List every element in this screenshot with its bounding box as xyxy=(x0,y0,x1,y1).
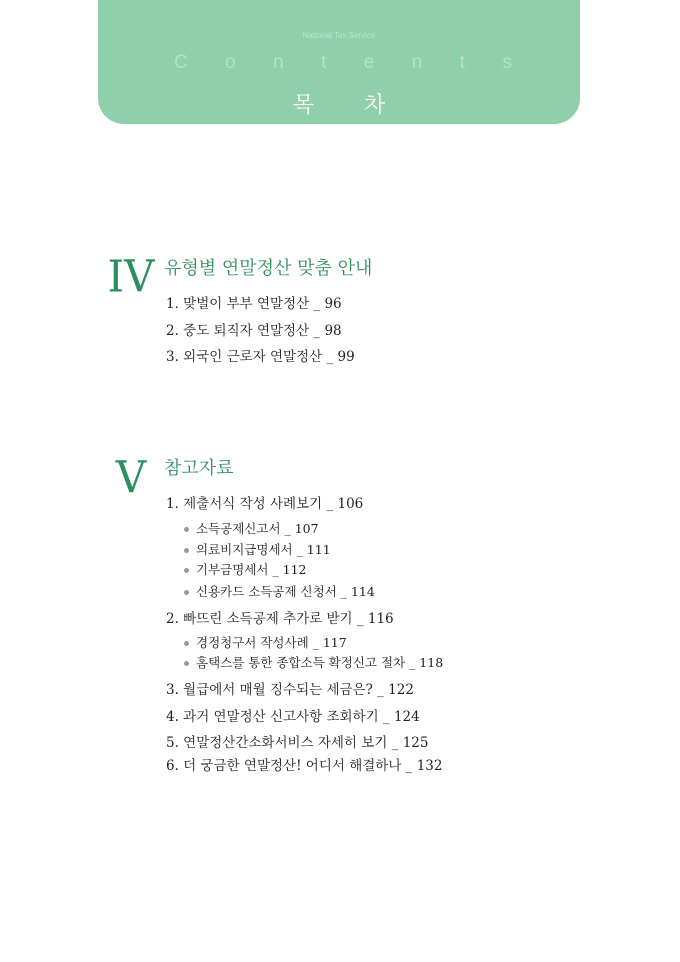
page-title xyxy=(98,88,580,119)
section-v xyxy=(102,451,522,784)
section-numeral: IV xyxy=(107,250,155,303)
toc-subitem[interactable] xyxy=(184,560,307,578)
toc-subitem-label: 경정청구서 작성사례 _ 117 xyxy=(196,635,347,650)
section-title: 참고자료 xyxy=(164,458,234,479)
contents-letter: o xyxy=(225,52,236,73)
toc-item[interactable]: 2. 중도 퇴직자 연말정산 _ 98 xyxy=(166,323,342,339)
bullet-icon xyxy=(184,590,189,595)
toc-subitem-label: 기부금명세서 _ 112 xyxy=(196,562,307,577)
contents-letter: n xyxy=(411,52,423,73)
section-title: 유형별 연말정산 맞춤 안내 xyxy=(164,258,373,279)
toc-subitem[interactable] xyxy=(184,519,319,537)
section-numeral: V xyxy=(115,451,147,504)
toc-subitem[interactable] xyxy=(184,540,331,558)
contents-letter: s xyxy=(502,52,512,73)
toc-item[interactable]: 3. 월급에서 매월 징수되는 세금은? _ 122 xyxy=(166,682,414,698)
toc-item[interactable]: 5. 연말정산간소화서비스 자세히 보기 _ 125 xyxy=(166,735,429,751)
toc-subitem-label: 소득공제신고서 _ 107 xyxy=(196,521,319,536)
bullet-icon xyxy=(184,527,189,532)
contents-letter: t xyxy=(459,52,466,73)
section-iv xyxy=(102,250,522,374)
toc-item[interactable]: 3. 외국인 근로자 연말정산 _ 99 xyxy=(166,349,355,365)
toc-subitem[interactable] xyxy=(184,633,347,651)
org-name: National Tax Service xyxy=(302,31,376,40)
bullet-icon xyxy=(184,568,189,573)
toc-subitem[interactable] xyxy=(184,582,375,600)
toc-item[interactable]: 4. 과거 연말정산 신고사항 조회하기 _ 124 xyxy=(166,709,420,725)
bullet-icon xyxy=(184,548,189,553)
contents-letter: t xyxy=(321,52,327,73)
toc-subitem-label: 의료비지급명세서 _ 111 xyxy=(196,542,331,557)
contents-letter: n xyxy=(273,52,284,73)
toc-subitem-label: 홈택스를 통한 종합소득 확정신고 절차 _ 118 xyxy=(196,655,444,670)
bullet-icon xyxy=(184,641,189,646)
contents-letter: C xyxy=(174,52,188,73)
title-char: 차 xyxy=(364,93,386,118)
contents-english-title xyxy=(98,52,580,74)
title-char: 목 xyxy=(292,93,314,118)
contents-header-banner xyxy=(98,0,580,124)
toc-subitem[interactable] xyxy=(184,653,443,671)
contents-letter: e xyxy=(363,52,375,73)
bullet-icon xyxy=(184,661,189,666)
toc-item[interactable]: 1. 제출서식 작성 사례보기 _ 106 xyxy=(166,496,364,512)
toc-item[interactable]: 1. 맞벌이 부부 연말정산 _ 96 xyxy=(166,296,342,312)
toc-item[interactable]: 6. 더 궁금한 연말정산! 어디서 해결하나 _ 132 xyxy=(166,758,443,774)
toc-item[interactable]: 2. 빠뜨린 소득공제 추가로 받기 _ 116 xyxy=(166,611,394,627)
toc-subitem-label: 신용카드 소득공제 신청서 _ 114 xyxy=(196,584,375,599)
